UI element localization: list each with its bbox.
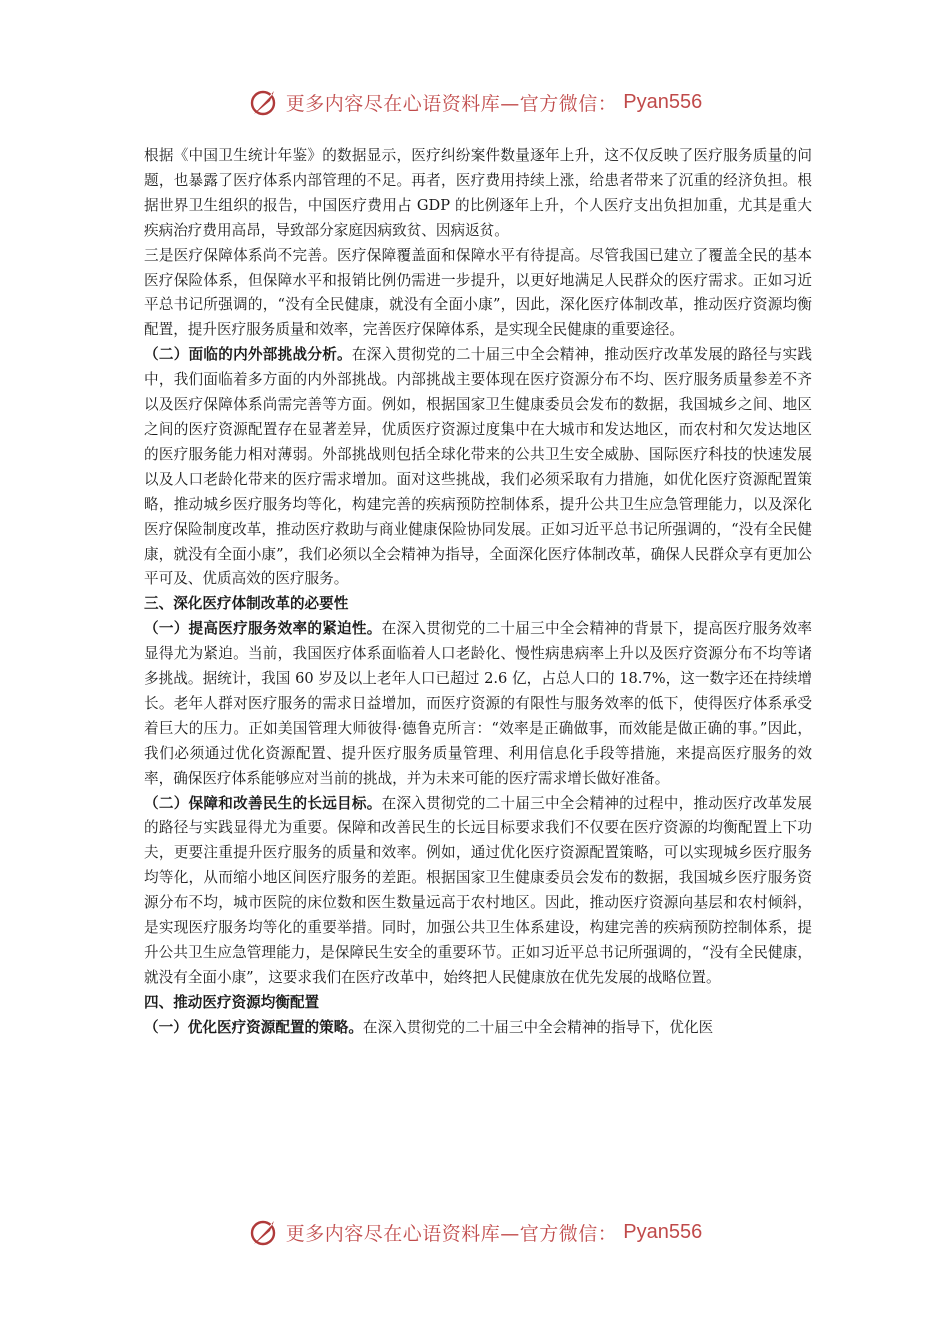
paragraph-medical-disputes: 根据《中国卫生统计年鉴》的数据显示，医疗纠纷案件数量逐年上升，这不仅反映了医疗服务质量的问题，也暴露了医疗体系内部管理的不足。再者，医疗费用持续上涨，给患者带来了沉重的经济负担。根据世界卫生组织的报告，中国医疗费用占 GDP 的比例逐年上升，个人医疗支出负担加重，尤其是重大疾病治疗费用高昂，导致部分家庭因病致贫、因病返贫。 — [144, 147, 812, 239]
watermark-footer — [0, 1212, 950, 1252]
paragraph-text: 在深入贯彻党的二十届三中全会精神的背景下，提高医疗服务效率显得尤为紧迫。当前，我国医疗体系面临着人口老龄化、慢性病患病率上升以及医疗资源分布不均等诸多挑战。据统计，我国 60 岁及以上老年人口已超过 2.6 亿，占总人口的 18.7%，这一数字还在持续增长。老年人群对医疗服务的需求日益增加，而医疗资源的有限性与服务效率的低下，使得医疗体系承受着巨大的压力。正如美国管理大师彼得·德鲁克所言：“效率是正确做事，而效能是做正确的事。”因此，我们必须通过优化资源配置、提升医疗服务质量管理、利用信息化手段等措施，来提高医疗服务的效率，确保医疗体系能够应对当前的挑战，并为未来可能的医疗需求增长做好准备。 — [144, 620, 812, 787]
paragraph-lead: （二）保障和改善民生的长远目标。 — [144, 794, 382, 812]
paragraph-lead: （二）面临的内外部挑战分析。 — [144, 346, 352, 364]
paragraph-efficiency — [144, 617, 812, 791]
paragraph-lead: （一）提高医疗服务效率的紧迫性。 — [144, 620, 382, 638]
paragraph-allocation-strategy — [144, 1016, 812, 1041]
paragraph-text: 在深入贯彻党的二十届三中全会精神的过程中，推动医疗改革发展的路径与实践显得尤为重要。保障和改善民生的长远目标要求我们不仅要在医疗资源的均衡配置上下功夫，更要注重提升医疗服务的质量和效率。例如，通过优化医疗资源配置策略，可以实现城乡医疗服务均等化，从而缩小地区间医疗服务的差距。根据国家卫生健康委员会发布的数据，我国城乡医疗服务资源分布不均，城市医院的床位数和医生数量远高于农村地区。因此，推动医疗资源向基层和农村倾斜，是实现医疗服务均等化的重要举措。同时，加强公共卫生体系建设，构建完善的疾病预防控制体系，提升公共卫生应急管理能力，是保障民生安全的重要环节。正如习近平总书记所强调的，“没有全民健康，就没有全面小康”，这要求我们在医疗改革中，始终把人民健康放在优先发展的战略位置。 — [144, 794, 812, 986]
section-heading-4: 四、推动医疗资源均衡配置 — [144, 993, 320, 1011]
paragraph-text: 在深入贯彻党的二十届三中全会精神，推动医疗改革发展的路径与实践中，我们面临着多方面的内外部挑战。内部挑战主要体现在医疗资源分布不均、医疗服务质量参差不齐以及医疗保障体系尚需完善等方面。例如，根据国家卫生健康委员会发布的数据，我国城乡之间、地区之间的医疗资源配置存在显著差异，优质医疗资源过度集中在大城市和发达地区，而农村和欠发达地区的医疗服务能力相对薄弱。外部挑战则包括全球化带来的公共卫生安全威胁、国际医疗科技的快速发展以及人口老龄化带来的医疗需求增加。面对这些挑战，我们必须采取有力措施，如优化医疗资源配置策略，推动城乡医疗服务均等化，构建完善的疾病预防控制体系，提升公共卫生应急管理能力，以及深化医疗保险制度改革，推动医疗救助与商业健康保险协同发展。正如习近平总书记所强调的，“没有全民健康，就没有全面小康”，我们必须以全会精神为指导，全面深化医疗体制改革，确保人民群众享有更加公平可及、优质高效的医疗服务。 — [144, 346, 812, 588]
watermark-text: 更多内容尽在心语资料库—官方微信： — [285, 92, 618, 115]
watermark-wechat-id: Pyan556 — [623, 90, 703, 113]
watermark-text: 更多内容尽在心语资料库—官方微信： — [285, 1222, 618, 1245]
paragraph-text: 在深入贯彻党的二十届三中全会精神的指导下，优化医 — [362, 1018, 714, 1036]
section-heading-3: 三、深化医疗体制改革的必要性 — [144, 595, 349, 613]
paragraph-challenges — [144, 343, 812, 592]
paragraph-insurance-system: 三是医疗保障体系尚不完善。医疗保障覆盖面和保障水平有待提高。尽管我国已建立了覆盖全民的基本医疗保险体系，但保障水平和报销比例仍需进一步提升，以更好地满足人民群众的医疗需求。正如习近平总书记所强调的，“没有全民健康，就没有全面小康”，因此，深化医疗体制改革，推动医疗资源均衡配置，提升医疗服务质量和效率，完善医疗保障体系，是实现全民健康的重要途径。 — [144, 246, 812, 339]
paragraph-lead: （一）优化医疗资源配置的策略。 — [144, 1018, 363, 1036]
feather-pen-logo-icon — [248, 86, 280, 118]
watermark-header — [0, 82, 950, 122]
paragraph-livelihood — [144, 792, 812, 991]
watermark-wechat-id: Pyan556 — [623, 1220, 703, 1243]
document-body — [144, 144, 812, 1041]
feather-pen-logo-icon — [248, 1216, 280, 1248]
